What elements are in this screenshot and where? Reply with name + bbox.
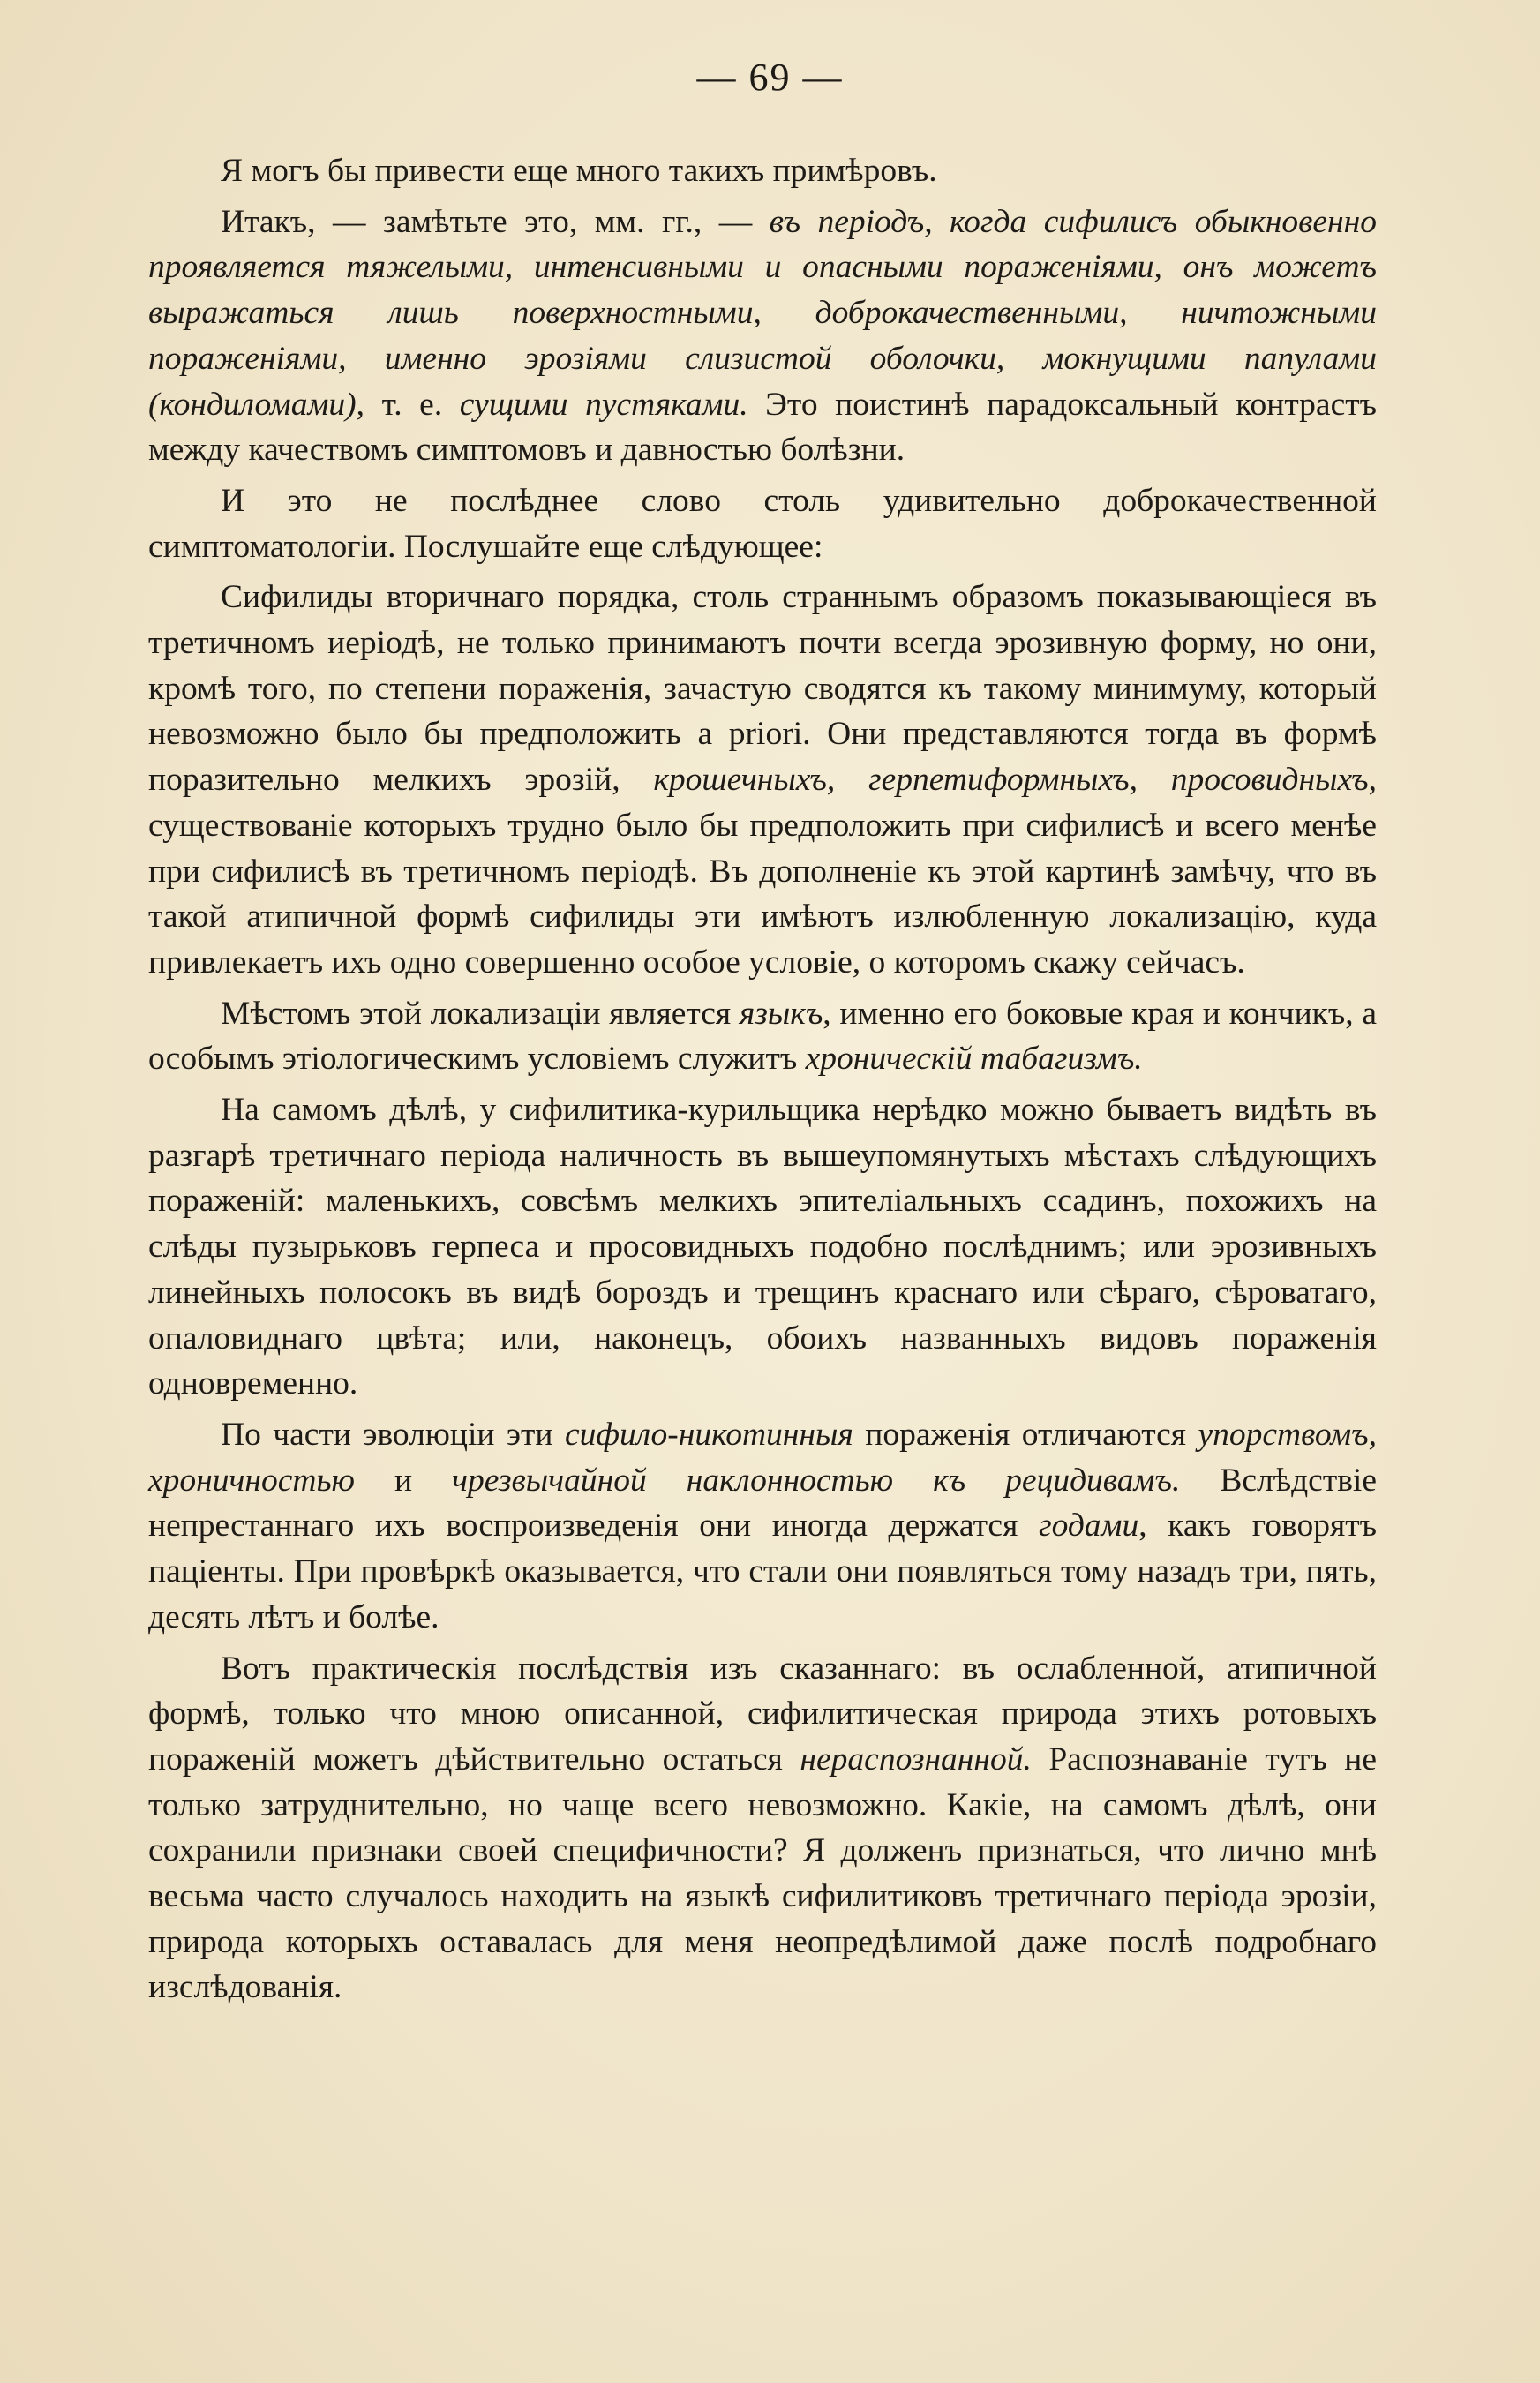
text-run: Это поистинѣ парадоксальный контрастъ между качествомъ симптомовъ и давностью болѣзни.: [148, 386, 1377, 469]
paragraph: [148, 1087, 1377, 1407]
italic-run: сущими пустяками.: [459, 386, 748, 423]
paragraph: [148, 1646, 1377, 2011]
text-run: Вслѣдствіе непрестаннаго ихъ воспроизведенія они иногда держатся: [148, 1462, 1377, 1545]
paragraph: [148, 148, 1377, 194]
body-text: [148, 148, 1377, 2016]
italic-run: нераспознанной.: [800, 1740, 1032, 1778]
italic-run: сифило-никотинныя: [564, 1416, 853, 1453]
italic-run: упорствомъ, хроничностью: [148, 1416, 1377, 1499]
text-run: Сифилиды вторичнаго порядка, столь страннымъ образомъ показывающіеся въ третичномъ иеріодѣ, не только принимаютъ почти всегда эрозивную форму, но они, кромѣ того, по степени пораженія, зачастую сводятся къ такому минимуму, который невозможно было бы предположить a priori. Они представляются тогда въ формѣ поразительно мелкихъ эрозій,: [148, 579, 1377, 799]
text-run: Распознаваніе тутъ не только затруднительно, но чаще всего невозможно. Какіе, на самомъ дѣлѣ, они сохранили признаки своей специфичности? Я долженъ признаться, что лично мнѣ весьма часто случалось находить на языкѣ сифилитиковъ третичнаго періода эрозіи, природа которыхъ оставалась для меня неопредѣлимой даже послѣ подробнаго изслѣдованія.: [148, 1740, 1377, 2006]
italic-run: чрезвычайной наклонностью къ рецидивамъ.: [452, 1462, 1181, 1499]
text-run: И это не послѣднее слово столь удивительно доброкачественной симптоматологіи. Послушайте еще слѣдующее:: [148, 482, 1377, 565]
text-run: Я могъ бы привести еще много такихъ примѣровъ.: [221, 153, 937, 189]
text-run: пораженія отличаются: [853, 1416, 1198, 1453]
text-run: , какъ говорятъ паціенты. При провѣркѣ оказывается, что стали они появляться тому назадъ три, пять, десять лѣтъ и болѣе.: [148, 1507, 1377, 1635]
paragraph: [148, 199, 1377, 473]
text-run: Итакъ, — замѣтьте это, мм. гг., —: [221, 203, 770, 240]
italic-run: въ періодъ, когда сифилисъ обыкновенно проявляется тяжелыми, интенсивными и опасными пораженіями, онъ можетъ выражаться лишь поверхностными, доброкачественными, ничтожными пораженіями, именно эрозіями слизистой оболочки, мокнущими папулами (кондиломами): [148, 203, 1377, 423]
text-run: На самомъ дѣлѣ, у сифилитика-курильщика нерѣдко можно бываетъ видѣть въ разгарѣ третичнаго періода наличность въ вышеупомянутыхъ мѣстахъ слѣдующихъ пораженій: маленькихъ, совсѣмъ мелкихъ эпителіальныхъ ссадинъ, похожихъ на слѣды пузырьковъ герпеса и просовидныхъ подобно послѣднимъ; или эрозивныхъ линейныхъ полосокъ въ видѣ бороздъ и трещинъ краснаго или сѣраго, сѣроватаго, опаловиднаго цвѣта; или, наконецъ, обоихъ названныхъ видовъ пораженія одновременно.: [148, 1092, 1377, 1402]
paragraph: [148, 991, 1377, 1082]
text-run: , именно его боковые края и кончикъ, а особымъ этіологическимъ условіемъ служитъ: [148, 995, 1377, 1078]
text-run: Мѣстомъ этой локализаціи является: [221, 995, 740, 1032]
italic-run: языкъ: [739, 995, 823, 1032]
paragraph: [148, 575, 1377, 985]
text-run: , существованіе которыхъ трудно было бы предположить при сифилисѣ и всего менѣе при сифилисѣ въ третичномъ періодѣ. Въ дополненіе къ этой картинѣ замѣчу, что въ такой атипичной формѣ сифилиды эти имѣютъ излюбленную локализацію, куда привлекаетъ ихъ одно совершенно особое условіе, о которомъ скажу сейчасъ.: [148, 762, 1377, 981]
italic-run: хроническій табагизмъ.: [805, 1041, 1143, 1078]
paragraph: [148, 1412, 1377, 1641]
paragraph: [148, 478, 1377, 569]
text-run: Вотъ практическія послѣдствія изъ сказаннаго: въ ослабленной, атипичной формѣ, только что мною описанной, сифилитическая природа этихъ ротовыхъ пораженій можетъ дѣйствительно остаться: [148, 1650, 1377, 1778]
italic-run: крошечныхъ, герпетиформныхъ, просовидныхъ: [653, 762, 1369, 799]
text-run: и: [354, 1462, 453, 1499]
text-run: , т. е.: [356, 386, 460, 423]
italic-run: годами: [1038, 1507, 1139, 1545]
page-number: — 69 —: [696, 56, 844, 99]
text-run: По части эволюціи эти: [221, 1416, 565, 1453]
